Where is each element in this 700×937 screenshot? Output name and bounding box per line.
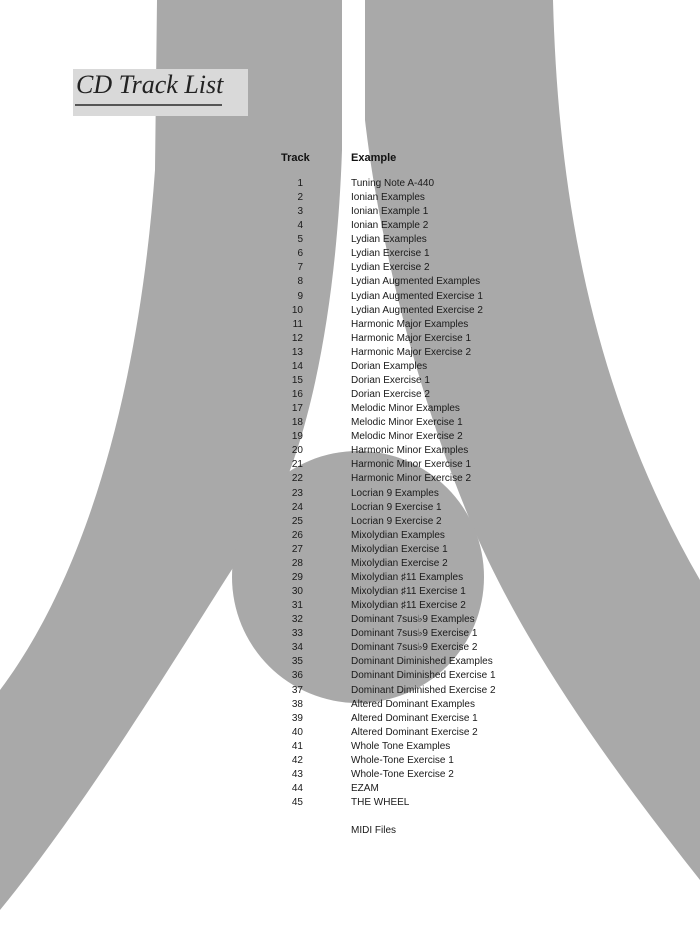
track-number: 43: [291, 768, 303, 780]
midi-files-note: MIDI Files: [351, 825, 396, 836]
track-example: Dominant Diminished Exercise 1: [351, 670, 496, 682]
track-example: Locrian 9 Examples: [351, 487, 439, 499]
track-number: 10: [291, 304, 303, 316]
track-example: Lydian Examples: [351, 234, 427, 246]
track-number: 7: [297, 262, 303, 274]
track-number: 37: [291, 684, 303, 696]
table-row: [0, 191, 700, 205]
track-example: Lydian Exercise 2: [351, 262, 430, 274]
table-row: [0, 501, 700, 515]
track-example: Ionian Example 2: [351, 220, 429, 232]
table-row: [0, 374, 700, 388]
track-example: Lydian Augmented Exercise 2: [351, 304, 483, 316]
track-number: 25: [291, 515, 303, 527]
track-number: 13: [291, 346, 303, 358]
track-example: Mixolydian ♯11 Exercise 2: [351, 600, 466, 612]
track-example: Harmonic Major Examples: [351, 318, 469, 330]
track-example: Ionian Examples: [351, 192, 425, 204]
track-example: Harmonic Minor Exercise 2: [351, 473, 472, 485]
page-title: CD Track List: [76, 70, 224, 99]
track-number: 38: [291, 698, 303, 710]
table-row: [0, 754, 700, 768]
track-number: 22: [291, 473, 303, 485]
track-example: Whole-Tone Exercise 2: [351, 768, 454, 780]
track-number: 40: [291, 726, 303, 738]
track-number: 19: [291, 431, 303, 443]
track-number: 9: [297, 290, 303, 302]
track-number: 17: [291, 403, 303, 415]
table-row: [0, 487, 700, 501]
track-example: Whole-Tone Exercise 1: [351, 754, 454, 766]
column-header-example: Example: [351, 152, 397, 164]
track-example: THE WHEEL: [351, 797, 410, 809]
table-row: [0, 261, 700, 275]
track-number: 35: [291, 656, 303, 668]
track-number: 36: [291, 670, 303, 682]
table-row: [0, 290, 700, 304]
track-number: 45: [291, 797, 303, 809]
track-example: Locrian 9 Exercise 1: [351, 501, 442, 513]
table-row: [0, 388, 700, 402]
table-row: [0, 669, 700, 683]
table-row: [0, 515, 700, 529]
table-row: [0, 275, 700, 289]
track-example: EZAM: [351, 783, 379, 794]
track-number: 5: [297, 234, 303, 246]
track-example: Mixolydian ♯11 Exercise 1: [351, 586, 466, 598]
track-example: Lydian Augmented Exercise 1: [351, 290, 483, 302]
track-number: 33: [291, 628, 303, 640]
track-number: 8: [297, 276, 303, 288]
track-number: 11: [292, 318, 303, 330]
track-number: 14: [291, 360, 303, 372]
track-number: 34: [291, 642, 303, 654]
track-number: 21: [291, 459, 303, 471]
track-example: Whole Tone Examples: [351, 740, 451, 752]
track-example: Lydian Exercise 1: [351, 248, 430, 260]
track-example: Altered Dominant Exercise 1: [351, 712, 478, 724]
table-row: [0, 641, 700, 655]
track-example: Melodic Minor Exercise 1: [351, 417, 463, 429]
track-number: 16: [291, 389, 303, 401]
track-example: Ionian Example 1: [351, 206, 429, 218]
table-row: [0, 768, 700, 782]
track-example: Altered Dominant Examples: [351, 698, 475, 710]
table-row: [0, 416, 700, 430]
table-row: [0, 458, 700, 472]
track-number: 20: [291, 445, 303, 457]
track-example: Mixolydian Exercise 2: [351, 557, 448, 569]
track-number: 29: [291, 571, 303, 583]
track-example: Dominant Diminished Examples: [351, 656, 493, 668]
track-example: Mixolydian ♯11 Examples: [351, 571, 464, 583]
track-number: 41: [291, 740, 303, 752]
track-number: 12: [291, 332, 303, 344]
table-row: [0, 444, 700, 458]
track-number: 2: [297, 192, 303, 204]
table-row: [0, 796, 700, 810]
track-example: Dorian Exercise 1: [351, 374, 430, 386]
track-example: Dominant 7sus♭9 Exercise 1: [351, 628, 478, 640]
track-example: Melodic Minor Examples: [351, 403, 460, 415]
table-row: [0, 613, 700, 627]
track-example: Melodic Minor Exercise 2: [351, 431, 463, 443]
table-row: [0, 740, 700, 754]
table-row: [0, 698, 700, 712]
track-example: Mixolydian Exercise 1: [351, 543, 448, 555]
track-number: 27: [291, 543, 303, 555]
track-number: 42: [291, 754, 303, 766]
track-number: 44: [291, 783, 303, 794]
table-row: [0, 712, 700, 726]
track-example: Dominant 7sus♭9 Exercise 2: [351, 642, 478, 654]
track-number: 18: [291, 417, 303, 429]
table-row: [0, 219, 700, 233]
table-row: [0, 430, 700, 444]
table-row: [0, 655, 700, 669]
track-number: 3: [297, 206, 303, 218]
track-number: 23: [291, 487, 303, 499]
table-row: [0, 557, 700, 571]
track-example: Mixolydian Examples: [351, 529, 445, 541]
track-number: 4: [297, 220, 303, 232]
table-row: [0, 627, 700, 641]
track-example: Dorian Examples: [351, 360, 428, 372]
track-number: 39: [291, 712, 303, 724]
track-example: Dominant 7sus♭9 Examples: [351, 614, 475, 626]
table-row: [0, 318, 700, 332]
track-number: 31: [291, 600, 303, 612]
track-number: 24: [291, 501, 303, 513]
table-row: [0, 304, 700, 318]
table-row: [0, 332, 700, 346]
table-row: [0, 177, 700, 191]
track-number: 32: [291, 614, 303, 626]
table-row: [0, 233, 700, 247]
track-number: 15: [291, 374, 303, 386]
track-example: Lydian Augmented Examples: [351, 276, 481, 288]
table-row: [0, 205, 700, 219]
track-example: Dorian Exercise 2: [351, 389, 430, 401]
track-example: Tuning Note A-440: [351, 178, 435, 189]
table-row: [0, 585, 700, 599]
table-row: [0, 346, 700, 360]
table-row: [0, 529, 700, 543]
track-example: Harmonic Minor Examples: [351, 445, 469, 457]
track-example: Harmonic Minor Exercise 1: [351, 459, 472, 471]
table-row: [0, 543, 700, 557]
table-row: [0, 571, 700, 585]
track-example: Altered Dominant Exercise 2: [351, 726, 478, 738]
track-number: 26: [291, 529, 303, 541]
table-row: [0, 360, 700, 374]
track-number: 6: [297, 248, 303, 260]
track-example: Harmonic Major Exercise 1: [351, 332, 472, 344]
table-row: [0, 247, 700, 261]
table-row: [0, 599, 700, 613]
track-example: Dominant Diminished Exercise 2: [351, 684, 496, 696]
track-number: 1: [297, 178, 303, 189]
table-row: [0, 684, 700, 698]
table-row: [0, 472, 700, 486]
table-row: [0, 402, 700, 416]
track-number: 30: [291, 586, 303, 598]
track-number: 28: [291, 557, 303, 569]
table-row: [0, 726, 700, 740]
table-row: [0, 782, 700, 796]
track-example: Locrian 9 Exercise 2: [351, 515, 442, 527]
track-example: Harmonic Major Exercise 2: [351, 346, 472, 358]
column-header-track: Track: [281, 152, 310, 164]
